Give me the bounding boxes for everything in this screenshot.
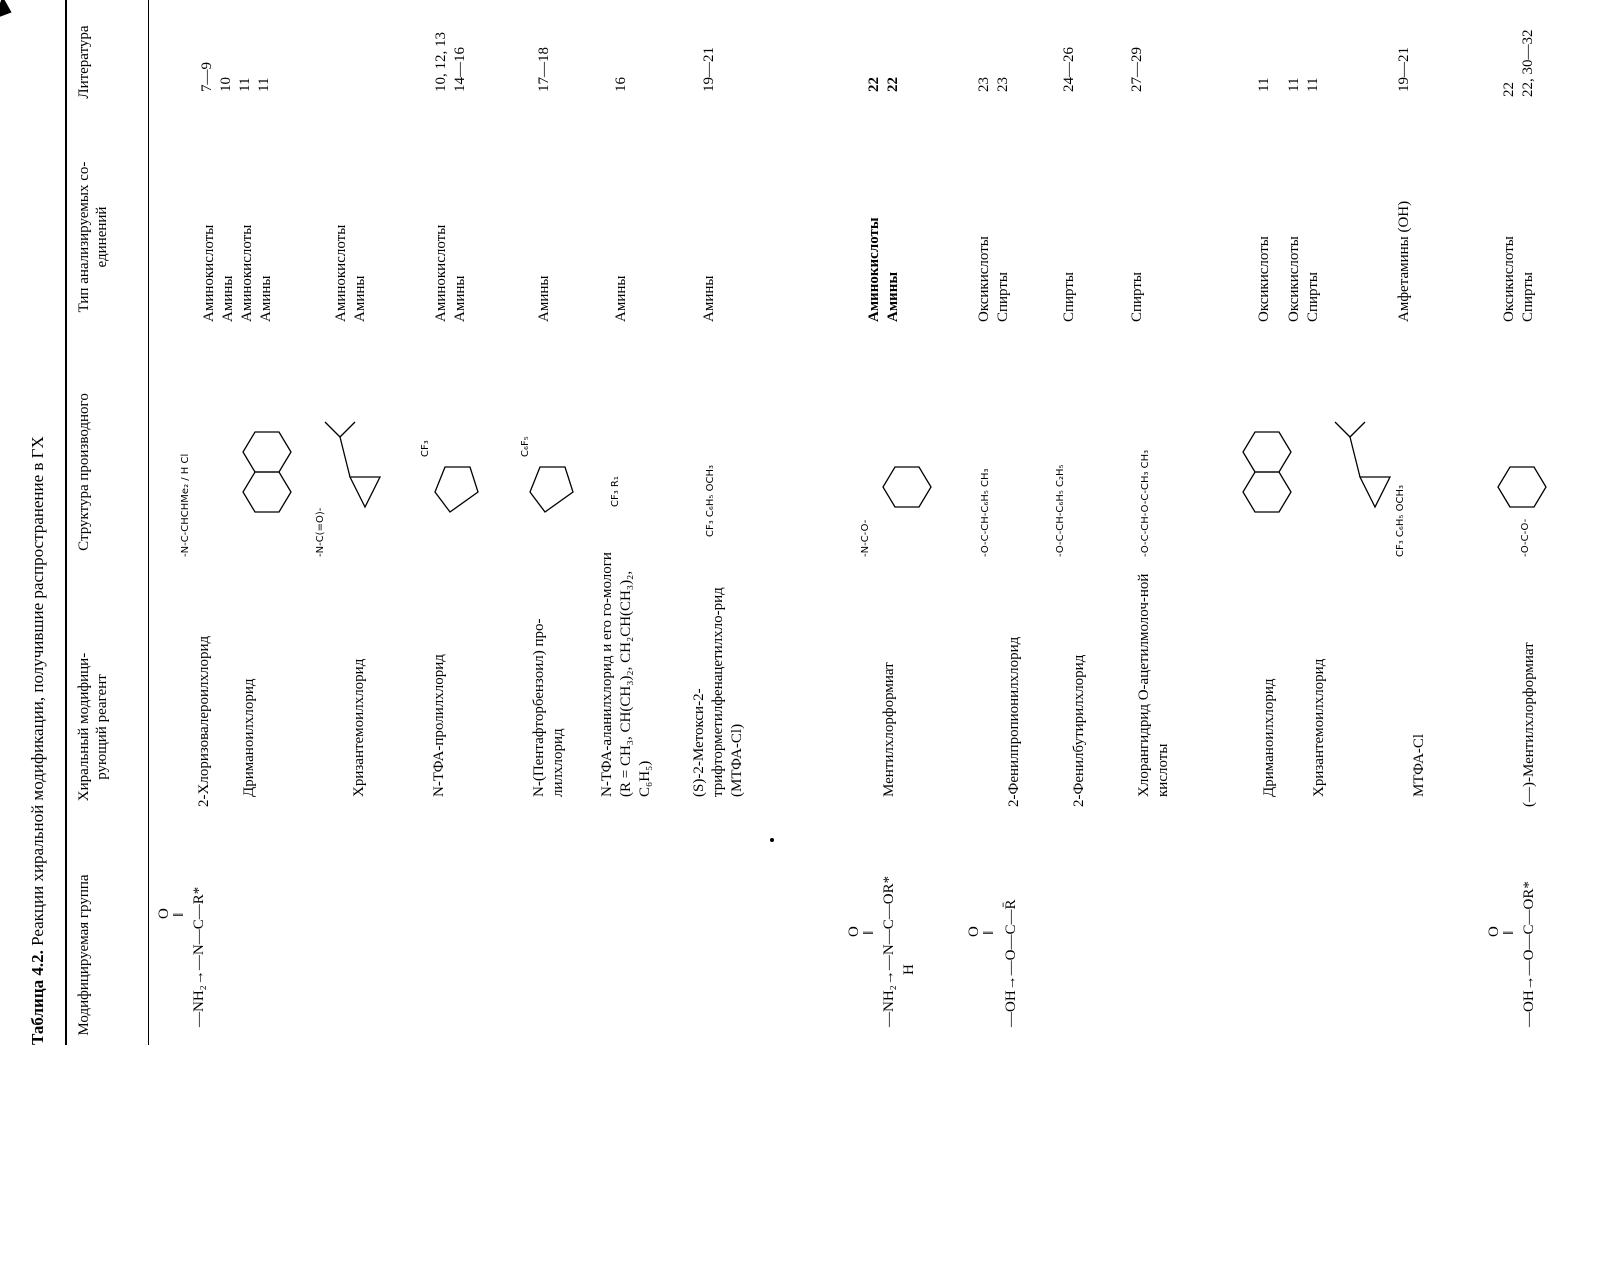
drimane-ring-d [1243,432,1291,472]
structure-1: -N-C-CHCHMe₂ / H Cl [180,453,191,557]
structure-4: CF₃ [420,440,431,457]
reagent-1: 2-Хлоризовалероилхлорид [196,635,212,807]
cyclopropane-ring-2 [1360,477,1390,507]
structure-15: -O-C-O- [1520,518,1531,557]
refs-13 [1285,78,1323,92]
refs-9-a: 23 [976,77,992,92]
refs-10: 24—26 [1061,47,1077,92]
type-13-a: Оксикислоты [1286,236,1302,322]
header-refs: Литература [76,25,92,99]
type-13 [1285,236,1323,322]
header-reagent: Хиральный модифици-рующий реагент [76,652,110,802]
proline-ring-1 [435,467,478,512]
group-3-oxygen: O [966,926,982,937]
drimane-ring-b [243,432,291,472]
structure-9: -O-C-CH-C₆H₅ CH₃ [980,468,991,557]
type-8-b: Амины [885,271,901,322]
type-6: Амины [613,275,629,322]
type-12: Оксикислоты [1256,236,1272,322]
reagent-7: (S)-2-Метокси-2-трифторметилфенацетилхло-рид (МТФА-Cl) [691,587,745,797]
refs-15-b: 22, 30—32 [1520,29,1536,97]
type-4 [432,225,470,322]
refs-11: 27—29 [1129,47,1145,92]
refs-4 [432,32,470,92]
group-4-oxygen: O [1486,926,1502,937]
refs-1 [198,62,274,92]
reagent-13: Хризантемоилхлорид [1311,658,1327,797]
structure-drawings [160,317,1590,567]
table-caption [28,436,48,1045]
reagent-11: Хлорангидрид О-ацетилмолоч-ной кислоты [1136,573,1171,797]
table-top-rule [65,0,67,1045]
group-4-formula: —OH→—O—C—OR* [1521,881,1537,1027]
reagent-15: (—)-Ментилхлорформиат [1521,642,1537,807]
group-1-formula: —NH₂→—N—C—R* [191,886,207,1027]
type-2-b: Амины [258,275,274,322]
type-1 [200,225,276,322]
type-8 [865,217,903,322]
type-3 [332,225,370,322]
structure-10: -O-C-CH-C₆H₅ C₂H₅ [1055,464,1066,557]
caption-label: Таблица 4.2. [28,950,47,1045]
refs-15 [1500,30,1538,98]
reagent-3: Хризантемоилхлорид [351,658,367,797]
type-14: Амфетамины (OH) [1396,200,1412,322]
drimane-ring-c [1243,472,1291,512]
group-2-oxygen: O [846,926,862,937]
reagent-2: Дриманоилхлорид [241,678,257,797]
reagent-9: 2-Фенилпропионилхлорид [1006,636,1022,807]
type-11: Спирты [1129,272,1145,322]
type-3-b: Амины [352,275,368,322]
menthyl-ring-1 [883,467,931,507]
type-9-b: Спирты [995,272,1011,322]
refs-1-a: 7—9 [199,62,215,92]
type-1-a: Аминокислоты [201,224,217,322]
type-4-a: Аминокислоты [433,224,449,322]
refs-4-b: 14—16 [452,47,468,92]
reagent-14: МТФА-Cl [1411,733,1427,797]
type-3-a: Аминокислоты [333,224,349,322]
refs-2-b: 11 [256,77,272,92]
refs-8-b: 22 [885,77,901,92]
type-7: Амины [701,275,717,322]
refs-7: 19—21 [701,47,717,92]
group-4-double-bond: ‖ [1501,930,1517,935]
page-corner-mark [0,0,16,24]
refs-1-b: 10 [218,77,234,92]
refs-13-a: 11 [1286,77,1302,92]
type-4-b: Амины [452,275,468,322]
caption-text: Реакции хиральной модификации, получившие распространение в ГХ [28,436,47,946]
reagent-4: N-ТФА-пролилхлорид [431,654,447,797]
type-15-a: Оксикислоты [1501,236,1517,322]
type-1-b: Амины [220,275,236,322]
reagent-8: Ментилхлорформиат [881,662,897,797]
group-2-formula: —NH₂→—N—C—OR* [881,875,897,1027]
group-2-hydrogen: H [901,964,917,975]
group-2-double-bond: ‖ [861,930,877,935]
type-8-a: Аминокислоты [866,217,882,322]
group-3-double-bond: ‖ [981,930,997,935]
reagent-5: N-(Пентафторбензоил) про-лилхлорид [531,618,566,797]
header-structure: Структура производного [76,393,92,551]
type-2-a: Аминокислоты [239,224,255,322]
drimane-ring-a [243,472,291,512]
reagent-6: N-ТФА-аланилхлорид и его го-мологи (R = CH₃, CH(CH₃)₂, CH₂CH(CH₃)₂, C₆H₅) [599,552,653,797]
structure-8: -N-C-O- [860,519,871,557]
refs-9 [975,77,1013,92]
cyclopropane-ring-1 [350,477,380,507]
proline-ring-2 [530,467,573,512]
group-1-double-bond: ‖ [171,912,187,917]
structure-3: -N-C(=O)- [315,507,326,557]
type-15-b: Спирты [1520,272,1536,322]
type-13-b: Спирты [1305,272,1321,322]
header-group: Модифицируемая группа [76,874,92,1036]
group-1-oxygen: O [156,908,172,919]
type-15 [1500,236,1538,322]
group-3-formula: —OH→—O—C—R̄ [1003,899,1019,1027]
refs-12: 11 [1256,77,1272,92]
refs-4-a: 10, 12, 13 [433,32,449,92]
refs-13-b: 11 [1305,77,1321,92]
structure-7: CF₃ C₆H₅ OCH₃ [705,464,716,537]
structure-14: CF₃ C₆H₅ OCH₃ [1395,484,1406,557]
refs-8 [865,77,903,92]
type-9 [975,236,1013,322]
type-5: Амины [536,275,552,322]
stray-dot [770,838,774,842]
refs-8-a: 22 [866,77,882,92]
refs-5: 17—18 [536,47,552,92]
refs-6: 16 [613,77,629,92]
refs-2-a: 11 [237,77,253,92]
refs-15-a: 22 [1501,82,1517,97]
table-header-rule [148,0,149,1045]
structure-5: C₆F₅ [520,436,531,457]
refs-14: 19—21 [1396,47,1412,92]
type-9-a: Оксикислоты [976,236,992,322]
menthyl-ring-2 [1498,467,1546,507]
reagent-12: Дриманоилхлорид [1261,678,1277,797]
reagent-10: 2-Фенилбутирилхлорид [1071,654,1087,807]
refs-9-b: 23 [995,77,1011,92]
structure-6: CF₃ R₁ [610,476,621,507]
header-type: Тип анализируемых со-единений [76,161,110,313]
structure-11: -O-C-CH-O-C-CH₃ CH₃ [1140,449,1151,557]
type-10: Спирты [1061,272,1077,322]
